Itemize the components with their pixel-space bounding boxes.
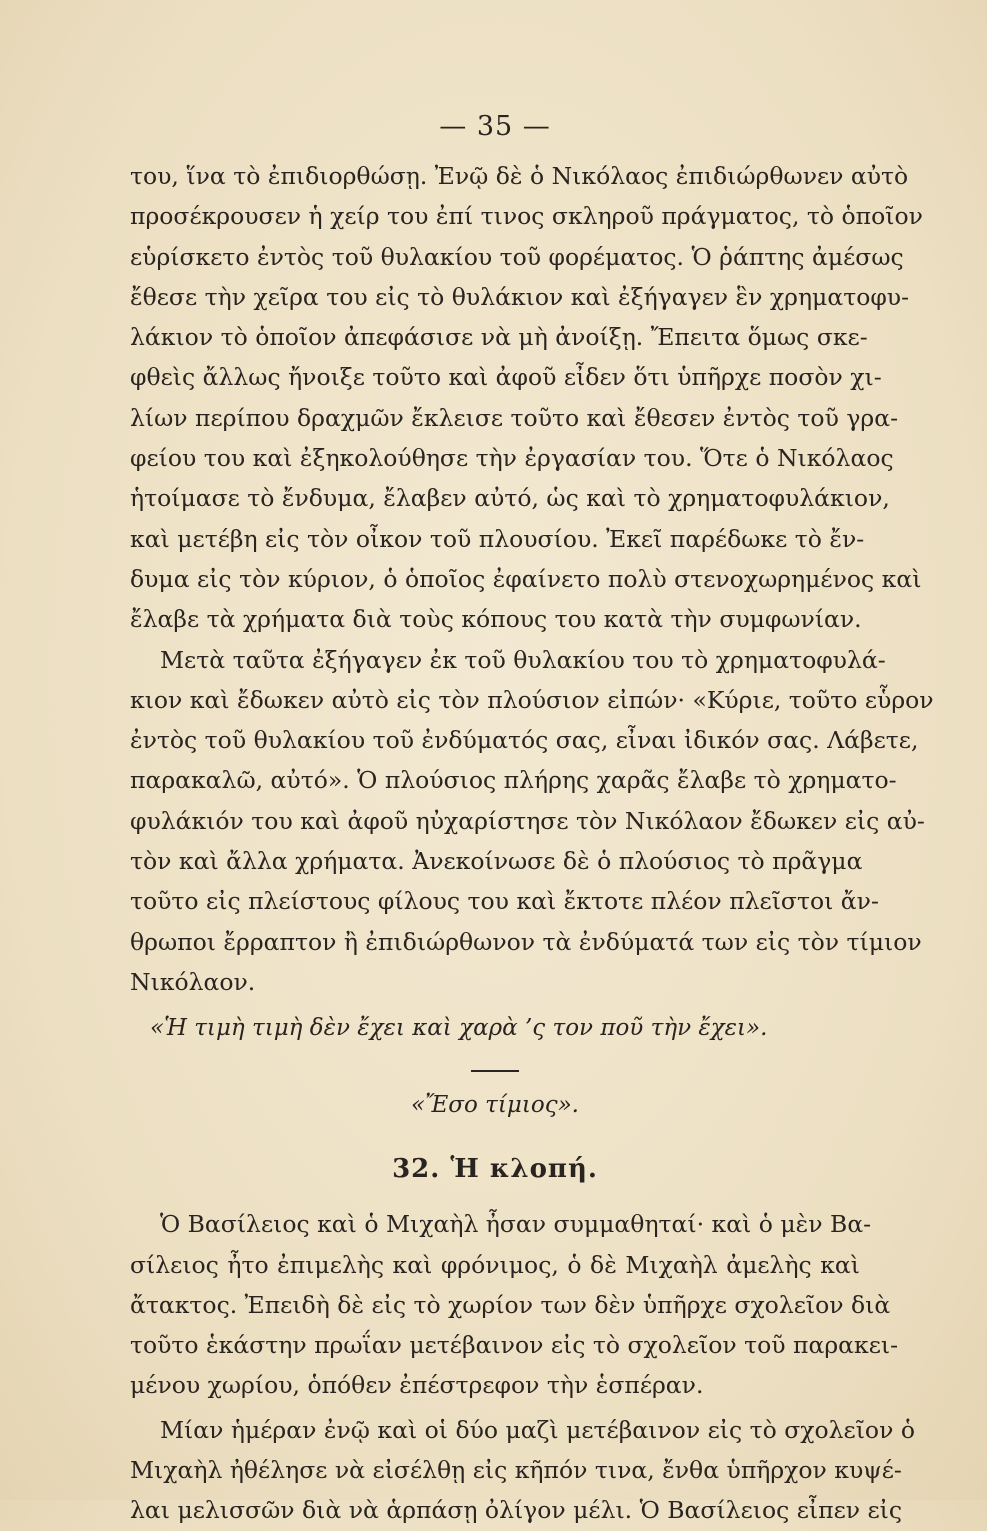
text-line: δυμα εἰς τὸν κύριον, ὁ ὁποῖος ἐφαίνετο πολὺ στενοχωρημένος καὶ [130, 564, 922, 593]
text-line: ἡτοίμασε τὸ ἔνδυμα, ἔλαβεν αὐτό, ὡς καὶ τὸ χρηματοφυλάκιον, [130, 484, 890, 513]
section-divider [471, 1070, 519, 1072]
text-line: ἄτακτος. Ἐπειδὴ δὲ εἰς τὸ χωρίον των δὲν ὑπῆρχε σχολεῖον διὰ [130, 1290, 891, 1319]
text-line: Μιχαὴλ ἠθέλησε νὰ εἰσέλθῃ εἰς κῆπόν τινα, ἔνθα ὑπῆρχον κυψέ- [130, 1456, 902, 1485]
text-line: τοῦτο εἰς πλείστους φίλους του καὶ ἔκτοτε πλέον πλεῖστοι ἄν- [130, 887, 879, 916]
text-line: τοῦτο ἑκάστην πρωΐαν μετέβαινον εἰς τὸ σχολεῖον τοῦ παρακει- [130, 1331, 899, 1360]
text-line: θρωποι ἔρραπτον ἢ ἐπιδιώρθωνον τὰ ἐνδύματά των εἰς τὸν τίμιον [130, 927, 922, 956]
paragraph-2 [130, 640, 934, 1003]
text-line: Ὁ Βασίλειος καὶ ὁ Μιχαὴλ ἦσαν συμμαθηταί· καὶ ὁ μὲν Βα- [160, 1210, 872, 1239]
text-line: λαι μελισσῶν διὰ νὰ ἁρπάσῃ ὀλίγον μέλι. Ὁ Βασίλειος εἶπεν εἰς [130, 1496, 903, 1525]
text-line: σίλειος ἦτο ἐπιμελὴς καὶ φρόνιμος, ὁ δὲ Μιχαὴλ ἀμελὴς καὶ [130, 1250, 860, 1279]
book-page [130, 111, 934, 1531]
text-line: λάκιον τὸ ὁποῖον ἀπεφάσισε νὰ μὴ ἀνοίξῃ. Ἔπειτα ὅμως σκε- [130, 323, 868, 352]
text-line: ἔλαβε τὰ χρήματα διὰ τοὺς κόπους του κατὰ τὴν συμφωνίαν. [130, 605, 862, 634]
text-line: εὑρίσκετο ἐντὸς τοῦ θυλακίου τοῦ φορέματος. Ὁ ῥάπτης ἀμέσως [130, 242, 904, 271]
text-line: καὶ μετέβη εἰς τὸν οἶκον τοῦ πλουσίου. Ἐκεῖ παρέδωκε τὸ ἔν- [130, 524, 865, 553]
text-line: ἐντὸς τοῦ θυλακίου τοῦ ἐνδύματός σας, εἶναι ἰδικόν σας. Λάβετε, [130, 726, 919, 755]
paragraph-4 [130, 1410, 915, 1531]
paragraph-3 [130, 1204, 899, 1405]
text-line: προσέκρουσεν ἡ χείρ του ἐπί τινος σκληροῦ πράγματος, τὸ ὁποῖον [130, 202, 923, 231]
text-line: φυλάκιόν του καὶ ἀφοῦ ηὐχαρίστησε τὸν Νικόλαον ἔδωκεν εἰς αὐ- [130, 806, 925, 835]
page-number: — 35 — [439, 111, 551, 142]
section-title: 32. Ἡ κλοπή. [392, 1154, 598, 1185]
text-line: φθεὶς ἄλλως ἤνοιξε τοῦτο καὶ ἀφοῦ εἶδεν ὅτι ὑπῆρχε ποσὸν χι- [130, 363, 882, 392]
paragraph-1 [130, 156, 923, 640]
text-line: φείου του καὶ ἐξηκολούθησε τὴν ἐργασίαν του. Ὅτε ὁ Νικόλαος [130, 444, 894, 473]
text-line: ἔθεσε τὴν χεῖρα του εἰς τὸ θυλάκιον καὶ ἐξήγαγεν ἓν χρηματοφυ- [130, 282, 910, 311]
proverb-quote: «Ἡ τιμὴ τιμὴ δὲν ἔχει καὶ χαρὰ ’ς τον ποῦ τὴν ἔχει». [150, 1015, 768, 1042]
text-line: παρακαλῶ, αὐτό». Ὁ πλούσιος πλήρης χαρᾶς ἔλαβε τὸ χρηματο- [130, 766, 897, 795]
text-line: Νικόλαον. [130, 967, 256, 996]
moral-answer: «Ἔσο τίμιος». [411, 1092, 579, 1119]
text-line: Μετὰ ταῦτα ἐξήγαγεν ἐκ τοῦ θυλακίου του τὸ χρηματοφυλά- [160, 645, 886, 674]
text-line: Μίαν ἡμέραν ἐνῷ καὶ οἱ δύο μαζὶ μετέβαινον εἰς τὸ σχολεῖον ὁ [160, 1415, 915, 1444]
text-line: μένου χωρίου, ὁπόθεν ἐπέστρεφον τὴν ἑσπέραν. [130, 1371, 704, 1400]
text-line: λίων περίπου δραχμῶν ἔκλεισε τοῦτο καὶ ἔθεσεν ἐντὸς τοῦ γρα- [130, 403, 899, 432]
text-line: τὸν καὶ ἄλλα χρήματα. Ἀνεκοίνωσε δὲ ὁ πλούσιος τὸ πρᾶγμα [130, 847, 863, 876]
text-line: κιον καὶ ἔδωκεν αὐτὸ εἰς τὸν πλούσιον εἰπών· «Κύριε, τοῦτο εὗρον [130, 685, 934, 714]
text-line: του, ἵνα τὸ ἐπιδιορθώσῃ. Ἐνῷ δὲ ὁ Νικόλαος ἐπιδιώρθωνεν αὐτὸ [130, 162, 909, 190]
